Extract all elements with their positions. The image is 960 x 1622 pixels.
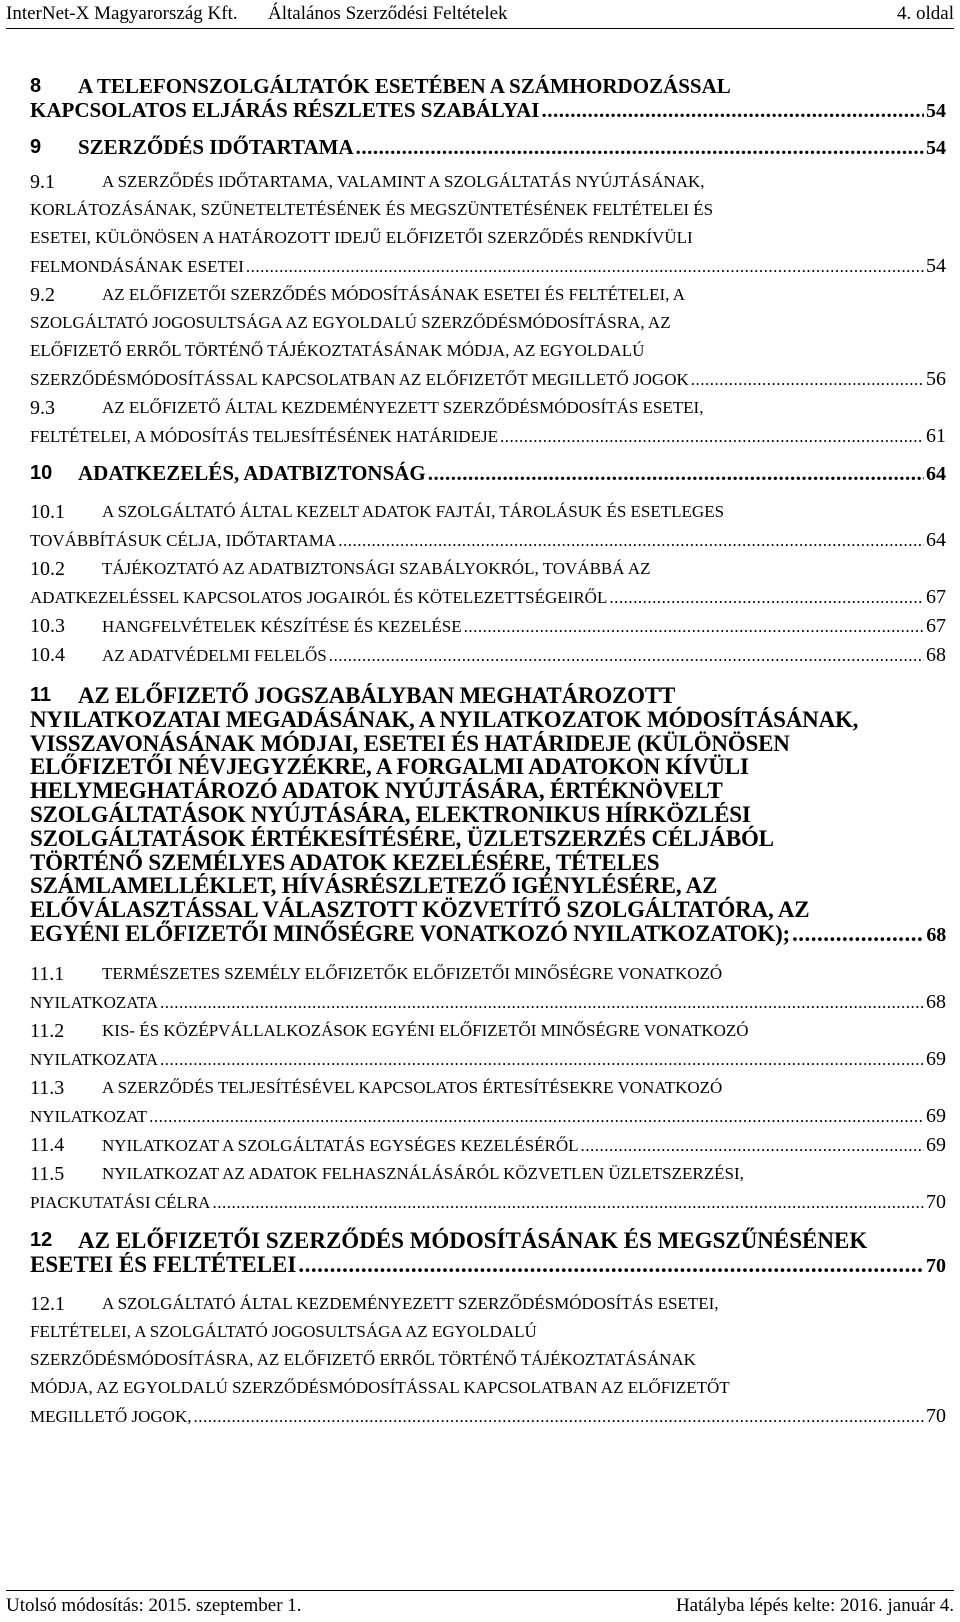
- toc-leader-dots: [298, 1253, 924, 1277]
- toc-title-line: AZ ELŐFIZETŐI SZERZŐDÉS MÓDOSÍTÁSÁNAK ÉS MEGSZŰNÉSÉNEK: [78, 1227, 868, 1253]
- toc-title-line: VISSZAVONÁSÁNAK MÓDJAI, ESETEI ÉS HATÁRIDEJE (KÜLÖNÖSEN: [30, 730, 790, 756]
- toc-title-line: AZ ELŐFIZETŐI SZERZŐDÉS MÓDOSÍTÁSÁNAK ESETEI ÉS FELTÉTELEI, A: [102, 285, 685, 304]
- toc-entry-10-2[interactable]: [30, 555, 946, 612]
- page-footer: [6, 1590, 954, 1619]
- toc-title-line: SZERZŐDÉS IDŐTARTAMA: [78, 135, 354, 159]
- toc-page-number: 54: [926, 255, 946, 277]
- toc-page-number: 54: [926, 100, 946, 122]
- toc-leader-dots: [246, 253, 924, 281]
- toc-title-line: TERMÉSZETES SZEMÉLY ELŐFIZETŐK ELŐFIZETŐI MINŐSÉGRE VONATKOZÓ: [102, 963, 723, 983]
- toc-page-number: 69: [926, 1047, 946, 1070]
- toc-leader-dots: [792, 922, 924, 946]
- toc-title-line: ESETEI ÉS FELTÉTELEI: [30, 1251, 297, 1277]
- toc-title-line: NYILATKOZAT: [30, 1106, 148, 1126]
- effective-date: Hatályba lépés kelte: 2016. január 4.: [675, 1595, 954, 1616]
- toc-title-line: SZOLGÁLTATÁSOK ÉRTÉKESÍTÉSÉRE, ÜZLETSZERZÉS CÉLJÁBÓL: [30, 825, 774, 851]
- toc-title-line: NYILATKOZATA: [30, 992, 159, 1012]
- toc-page-number: 68: [926, 923, 946, 946]
- company-name: InterNet-X Magyarország Kft.: [6, 3, 238, 24]
- toc-page-number: 70: [926, 1254, 946, 1277]
- toc-entry-10[interactable]: [30, 461, 946, 486]
- toc-number: 9.2: [30, 284, 55, 306]
- toc-page-number: 61: [926, 425, 946, 447]
- toc-title-line: EGYÉNI ELŐFIZETŐI MINŐSÉGRE VONATKOZÓ NYILATKOZATOK);: [30, 920, 791, 946]
- toc-number: 9: [30, 136, 42, 158]
- toc-title-line: ELŐVÁLASZTÁSSAL VÁLASZTOTT KÖZVETÍTŐ SZOLGÁLTATÓRA, AZ: [30, 897, 810, 923]
- toc-entry-10-1[interactable]: [30, 498, 946, 555]
- toc-leader-dots: [338, 527, 924, 555]
- toc-number: 11.5: [30, 1162, 65, 1185]
- toc-title-line: TOVÁBBÍTÁSUK CÉLJA, IDŐTARTAMA: [30, 531, 337, 550]
- toc-page-number: 67: [926, 615, 946, 637]
- toc-number: 10.1: [30, 501, 65, 523]
- toc-entry-11[interactable]: [30, 684, 946, 948]
- toc-title-line: TÁJÉKOZTATÓ AZ ADATBIZTONSÁGI SZABÁLYOKRÓL, TOVÁBBÁ AZ: [102, 559, 651, 578]
- toc-page-number: 67: [926, 586, 946, 608]
- toc-title-line: A TELEFONSZOLGÁLTATÓK ESETÉBEN A SZÁMHORDOZÁSSAL: [78, 74, 731, 98]
- toc-title-line: NYILATKOZATAI MEGADÁSÁNAK, A NYILATKOZATOK MÓDOSÍTÁSÁNAK,: [30, 706, 859, 732]
- toc-page-number: 64: [926, 463, 946, 485]
- toc-number: 10.2: [30, 558, 65, 580]
- toc-title-line: ESETEI, KÜLÖNÖSEN A HATÁROZOTT IDEJŰ ELŐFIZETŐI SZERZŐDÉS RENDKÍVÜLI: [30, 228, 693, 247]
- toc-leader-dots: [212, 1189, 924, 1217]
- toc-number: 8: [30, 75, 42, 97]
- page-number: 4. oldal: [897, 3, 954, 24]
- toc-number: 11.1: [30, 962, 65, 985]
- toc-title-line: SZERZŐDÉSMÓDOSÍTÁSRA, AZ ELŐFIZETŐ ERRŐL TÖRTÉNŐ TÁJÉKOZTATÁSÁNAK: [30, 1350, 696, 1370]
- toc-title-line: ELŐFIZETŐI NÉVJEGYZÉKRE, A FORGALMI ADATOKON KÍVÜLI: [30, 754, 749, 780]
- toc-entry-11-5[interactable]: [30, 1160, 946, 1217]
- toc-entry-10-3[interactable]: [30, 612, 946, 641]
- toc-title-line: AZ ELŐFIZETŐ ÁLTAL KEZDEMÉNYEZETT SZERZŐDÉSMÓDOSÍTÁS ESETEI,: [102, 398, 704, 417]
- toc-number: 10.3: [30, 615, 65, 637]
- toc-number: 11.4: [30, 1133, 65, 1156]
- toc-leader-dots: [500, 423, 924, 451]
- toc-title-line: SZOLGÁLTATÁSOK NYÚJTÁSÁRA, ELEKTRONIKUS HÍRKÖZLÉSI: [30, 801, 751, 827]
- toc-leader-dots: [356, 135, 924, 159]
- toc-entry-9-3[interactable]: [30, 394, 946, 451]
- toc-title-line: AZ ADATVÉDELMI FELELŐS: [102, 646, 327, 665]
- toc-title-line: MEGILLETŐ JOGOK,: [30, 1407, 192, 1427]
- toc-title-line: FELTÉTELEI, A MÓDOSÍTÁS TELJESÍTÉSÉNEK HATÁRIDEJE: [30, 427, 498, 446]
- last-modified: Utolsó módosítás: 2015. szeptember 1.: [6, 1595, 302, 1616]
- toc-leader-dots: [160, 989, 924, 1017]
- toc-number: 11.2: [30, 1019, 65, 1042]
- toc-title-line: KORLÁTOZÁSÁNAK, SZÜNETELTETÉSÉNEK ÉS MEGSZÜNTETÉSÉNEK FELTÉTELEI ÉS: [30, 200, 714, 219]
- toc-entry-11-3[interactable]: [30, 1074, 946, 1131]
- toc-page-number: 56: [926, 368, 946, 390]
- toc-title-line: ELŐFIZETŐ ERRŐL TÖRTÉNŐ TÁJÉKOZTATÁSÁNAK MÓDJA, AZ EGYOLDALÚ: [30, 341, 645, 360]
- toc-leader-dots: [464, 613, 924, 641]
- toc-number: 10: [30, 462, 53, 484]
- toc-title-line: FELMONDÁSÁNAK ESETEI: [30, 257, 244, 276]
- toc-page-number: 70: [926, 1405, 946, 1428]
- toc-page-number: 64: [926, 529, 946, 551]
- toc-title-line: NYILATKOZAT A SZOLGÁLTATÁS EGYSÉGES KEZELÉSÉRŐL: [102, 1135, 579, 1155]
- document-title: Általános Szerződési Feltételek: [268, 3, 508, 24]
- table-of-contents: [30, 74, 946, 1431]
- toc-page-number: 68: [926, 990, 946, 1013]
- toc-title-line: ADATKEZELÉS, ADATBIZTONSÁG: [78, 461, 426, 485]
- toc-entry-9-1[interactable]: [30, 168, 946, 281]
- toc-number: 11.3: [30, 1076, 65, 1099]
- toc-number: 10.4: [30, 644, 65, 666]
- toc-leader-dots: [428, 461, 924, 485]
- toc-leader-dots: [691, 366, 924, 394]
- toc-leader-dots: [329, 642, 924, 670]
- page-header: [6, 2, 954, 29]
- toc-page-number: 54: [926, 137, 946, 159]
- toc-title-line: NYILATKOZATA: [30, 1049, 159, 1069]
- toc-entry-9[interactable]: [30, 135, 946, 160]
- toc-leader-dots: [160, 1046, 924, 1074]
- toc-entry-11-4[interactable]: [30, 1131, 946, 1160]
- toc-title-line: A SZERZŐDÉS TELJESÍTÉSÉVEL KAPCSOLATOS ÉRTESÍTÉSEKRE VONATKOZÓ: [102, 1077, 723, 1097]
- toc-title-line: SZÁMLAMELLÉKLET, HÍVÁSRÉSZLETEZŐ IGÉNYLÉSÉRE, AZ: [30, 873, 718, 899]
- toc-title-line: KAPCSOLATOS ELJÁRÁS RÉSZLETES SZABÁLYAI: [30, 98, 540, 122]
- toc-title-line: AZ ELŐFIZETŐ JOGSZABÁLYBAN MEGHATÁROZOTT: [78, 683, 676, 708]
- toc-leader-dots: [193, 1403, 924, 1431]
- toc-page-number: 69: [926, 1133, 946, 1156]
- toc-title-line: SZOLGÁLTATÓ JOGOSULTSÁGA AZ EGYOLDALÚ SZERZŐDÉSMÓDOSÍTÁSRA, AZ: [30, 313, 671, 332]
- toc-page-number: 69: [926, 1104, 946, 1127]
- toc-title-line: MÓDJA, AZ EGYOLDALÚ SZERZŐDÉSMÓDOSÍTÁSSAL KAPCSOLATBAN AZ ELŐFIZETŐT: [30, 1378, 730, 1398]
- toc-entry-8[interactable]: [30, 74, 946, 123]
- toc-entry-12[interactable]: [30, 1229, 946, 1279]
- toc-leader-dots: [609, 584, 924, 612]
- toc-leader-dots: [581, 1132, 924, 1160]
- toc-number: 12: [30, 1228, 53, 1251]
- toc-page-number: 68: [926, 644, 946, 666]
- toc-page-number: 70: [926, 1190, 946, 1213]
- toc-number: 9.1: [30, 171, 55, 193]
- toc-title-line: PIACKUTATÁSI CÉLRA: [30, 1192, 211, 1212]
- toc-title-line: FELTÉTELEI, A SZOLGÁLTATÓ JOGOSULTSÁGA AZ EGYOLDALÚ: [30, 1322, 537, 1342]
- toc-title-line: SZERZŐDÉSMÓDOSÍTÁSSAL KAPCSOLATBAN AZ ELŐFIZETŐT MEGILLETŐ JOGOK: [30, 370, 689, 389]
- toc-title-line: NYILATKOZAT AZ ADATOK FELHASZNÁLÁSÁRÓL KÖZVETLEN ÜZLETSZERZÉSI,: [102, 1163, 744, 1183]
- toc-title-line: ADATKEZELÉSSEL KAPCSOLATOS JOGAIRÓL ÉS KÖTELEZETTSÉGEIRŐL: [30, 588, 608, 607]
- toc-title-line: TÖRTÉNŐ SZEMÉLYES ADATOK KEZELÉSÉRE, TÉTELES: [30, 849, 660, 875]
- toc-number: 9.3: [30, 397, 55, 419]
- toc-entry-11-1[interactable]: [30, 960, 946, 1017]
- toc-title-line: HELYMEGHATÁROZÓ ADATOK NYÚJTÁSÁRA, ÉRTÉKNÖVELT: [30, 778, 723, 804]
- toc-title-line: A SZOLGÁLTATÓ ÁLTAL KEZELT ADATOK FAJTÁI, TÁROLÁSUK ÉS ESETLEGES: [102, 502, 725, 521]
- toc-leader-dots: [541, 98, 924, 122]
- toc-entry-11-2[interactable]: [30, 1017, 946, 1074]
- toc-title-line: HANGFELVÉTELEK KÉSZÍTÉSE ÉS KEZELÉSE: [102, 617, 462, 636]
- toc-number: 11: [30, 684, 51, 706]
- toc-entry-10-4[interactable]: [30, 641, 946, 670]
- toc-number: 12.1: [30, 1293, 65, 1316]
- toc-entry-9-2[interactable]: [30, 281, 946, 394]
- toc-title-line: KIS- ÉS KÖZÉPVÁLLALKOZÁSOK EGYÉNI ELŐFIZETŐI MINŐSÉGRE VONATKOZÓ: [102, 1020, 749, 1040]
- toc-entry-12-1[interactable]: [30, 1290, 946, 1431]
- toc-title-line: A SZOLGÁLTATÓ ÁLTAL KEZDEMÉNYEZETT SZERZŐDÉSMÓDOSÍTÁS ESETEI,: [102, 1294, 719, 1314]
- toc-title-line: A SZERZŐDÉS IDŐTARTAMA, VALAMINT A SZOLGÁLTATÁS NYÚJTÁSÁNAK,: [102, 172, 705, 191]
- toc-leader-dots: [149, 1103, 924, 1131]
